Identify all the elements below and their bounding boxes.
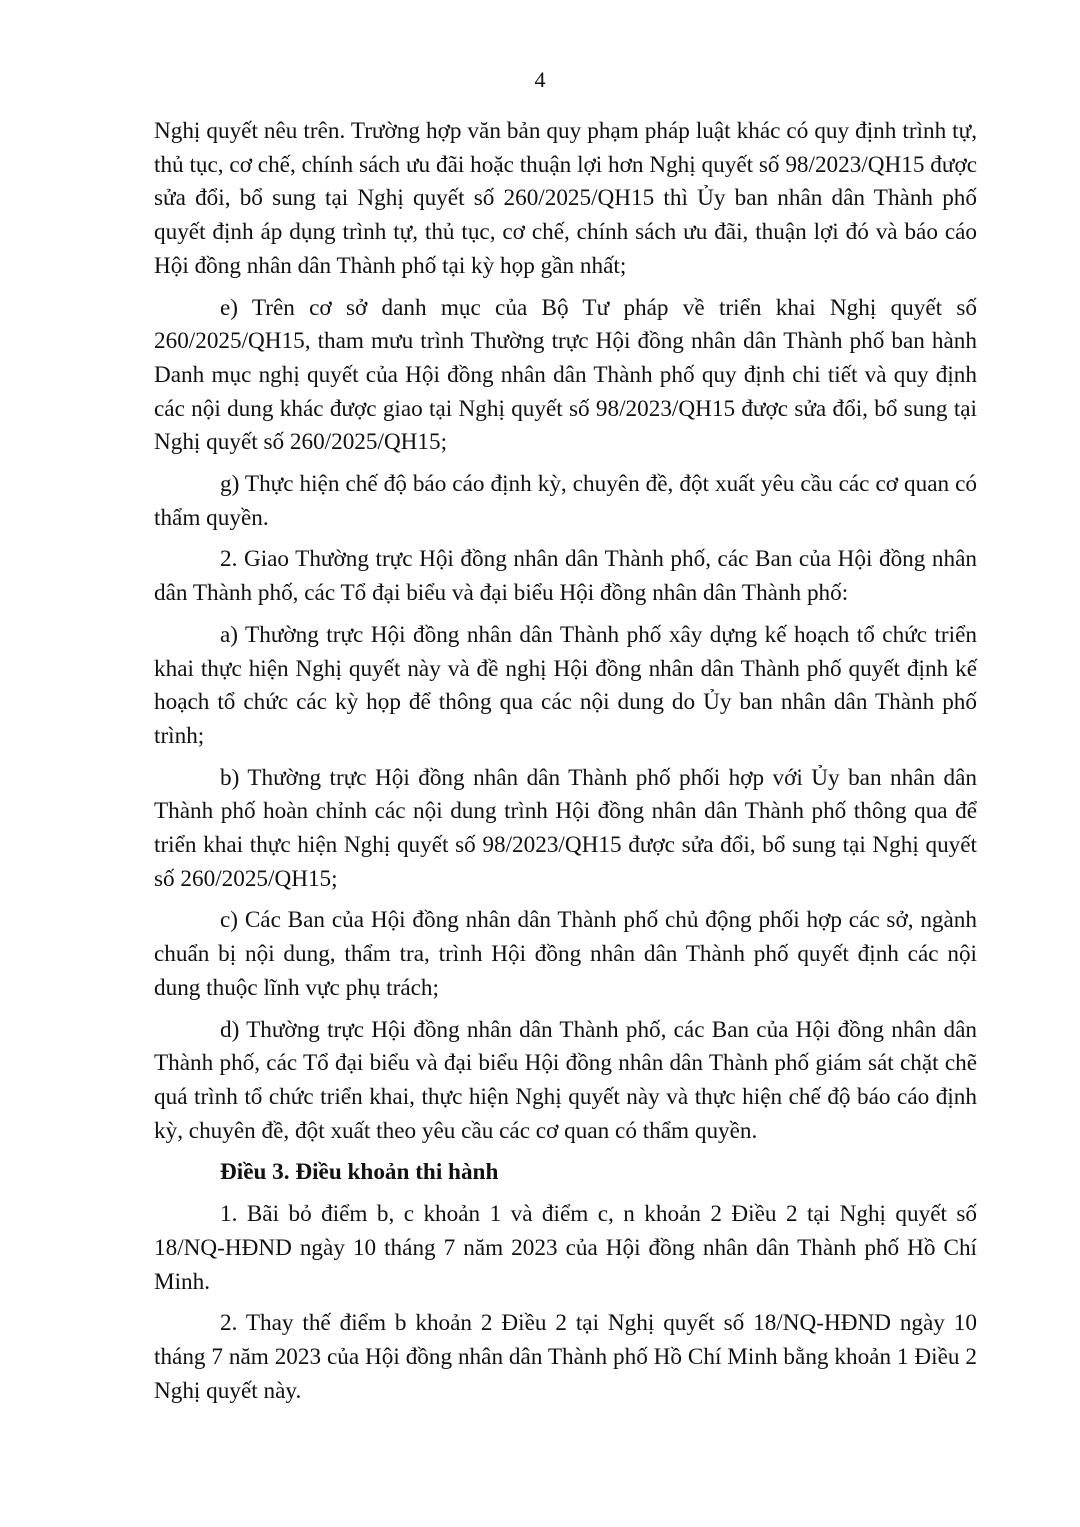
document-body	[154, 115, 977, 1416]
paragraph-item-g: g) Thực hiện chế độ báo cáo định kỳ, chuyên đề, đột xuất yêu cầu các cơ quan có thẩm quyền.	[154, 471, 977, 531]
page-number: 4	[534, 67, 546, 92]
paragraph-item-a: a) Thường trực Hội đồng nhân dân Thành phố xây dựng kế hoạch tổ chức triển khai thực hiện Nghị quyết này và đề nghị Hội đồng nhân dân Thành phố quyết định kế hoạch tổ chức các kỳ họp để thông qua các nội dung do Ủy ban nhân dân Thành phố trình;	[154, 621, 977, 749]
paragraph-clause-2: 2. Giao Thường trực Hội đồng nhân dân Thành phố, các Ban của Hội đồng nhân dân Thành phố, các Tổ đại biểu và đại biểu Hội đồng nhân dân Thành phố:	[154, 546, 977, 607]
paragraph-item-d: d) Thường trực Hội đồng nhân dân Thành phố, các Ban của Hội đồng nhân dân Thành phố, các Tổ đại biểu và đại biểu Hội đồng nhân dân Thành phố giám sát chặt chẽ quá trình tổ chức triển khai, thực hiện Nghị quyết này và thực hiện chế độ báo cáo định kỳ, chuyên đề, đột xuất theo yêu cầu các cơ quan có thẩm quyền.	[154, 1016, 977, 1144]
paragraph-item-e: e) Trên cơ sở danh mục của Bộ Tư pháp về triển khai Nghị quyết số 260/2025/QH15, tham mưu trình Thường trực Hội đồng nhân dân Thành phố ban hành Danh mục nghị quyết của Hội đồng nhân dân Thành phố quy định chi tiết và quy định các nội dung khác được giao tại Nghị quyết số 98/2023/QH15 được sửa đổi, bổ sung tại Nghị quyết số 260/2025/QH15;	[154, 294, 977, 456]
paragraph-item-c: c) Các Ban của Hội đồng nhân dân Thành phố chủ động phối hợp các sở, ngành chuẩn bị nội dung, thẩm tra, trình Hội đồng nhân dân Thành phố quyết định các nội dung thuộc lĩnh vực phụ trách;	[154, 907, 977, 1001]
article-3-clause-1: 1. Bãi bỏ điểm b, c khoản 1 và điểm c, n khoản 2 Điều 2 tại Nghị quyết số 18/NQ-HĐND ngày 10 tháng 7 năm 2023 của Hội đồng nhân dân Thành phố Hồ Chí Minh.	[154, 1201, 977, 1295]
article-3-heading: Điều 3. Điều khoản thi hành	[220, 1159, 499, 1186]
paragraph-item-b: b) Thường trực Hội đồng nhân dân Thành phố phối hợp với Ủy ban nhân dân Thành phố hoàn chỉnh các nội dung trình Hội đồng nhân dân Thành phố thông qua để triển khai thực hiện Nghị quyết số 98/2023/QH15 được sửa đổi, bổ sung tại Nghị quyết số 260/2025/QH15;	[154, 764, 977, 892]
article-3-clause-2: 2. Thay thế điểm b khoản 2 Điều 2 tại Nghị quyết số 18/NQ-HĐND ngày 10 tháng 7 năm 2023 của Hội đồng nhân dân Thành phố Hồ Chí Minh bằng khoản 1 Điều 2 Nghị quyết này.	[154, 1310, 977, 1404]
paragraph-continuation: Nghị quyết nêu trên. Trường hợp văn bản quy phạm pháp luật khác có quy định trình tự, thủ tục, cơ chế, chính sách ưu đãi hoặc thuận lợi hơn Nghị quyết số 98/2023/QH15 được sửa đổi, bổ sung tại Nghị quyết số 260/2025/QH15 thì Ủy ban nhân dân Thành phố quyết định áp dụng trình tự, thủ tục, cơ chế, chính sách ưu đãi, thuận lợi đó và báo cáo Hội đồng nhân dân Thành phố tại kỳ họp gần nhất;	[154, 118, 977, 279]
